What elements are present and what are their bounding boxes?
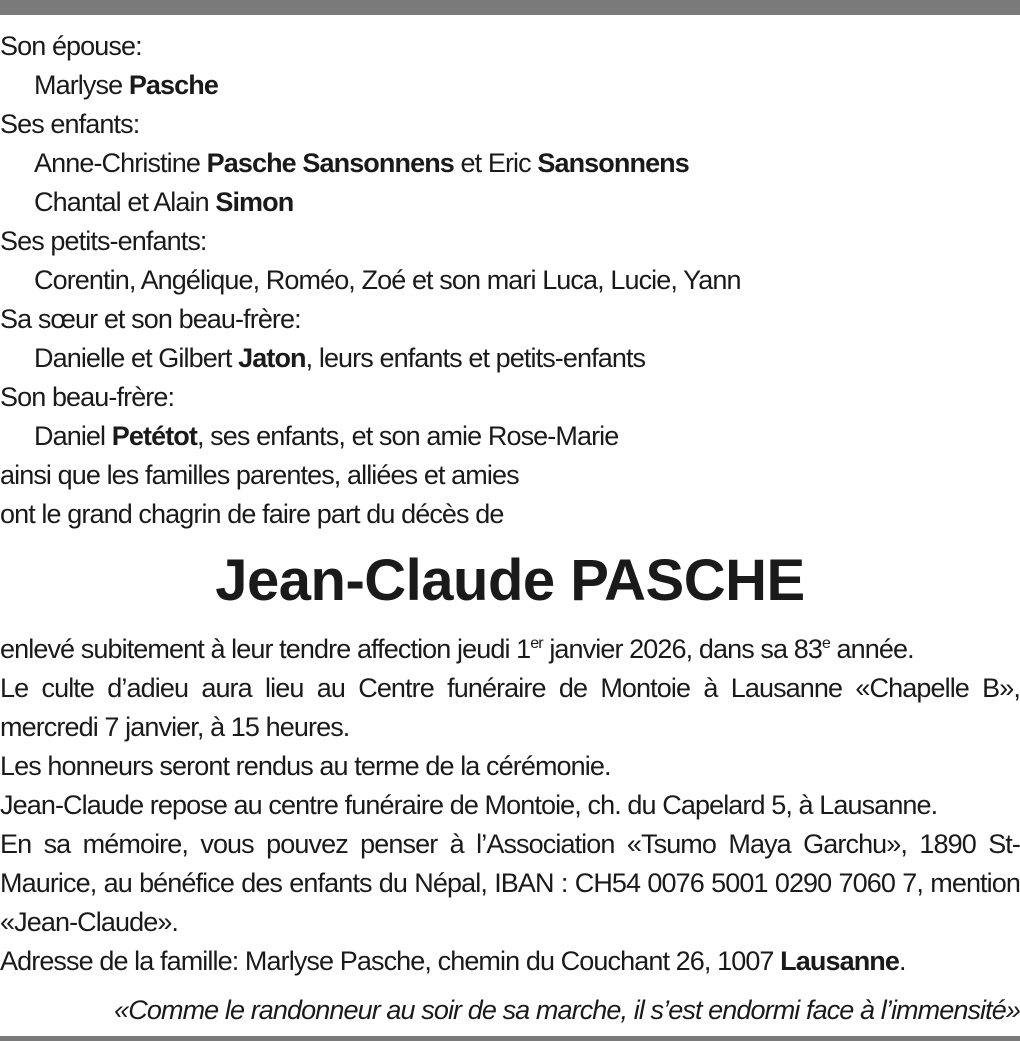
- sister-heading: Sa sœur et son beau-frère:: [0, 304, 301, 334]
- spouse-surname: Pasche: [128, 70, 218, 100]
- closing-line-2: ont le grand chagrin de faire part du décès de: [0, 499, 504, 529]
- grandchildren-heading: Ses petits-enfants:: [0, 226, 207, 256]
- brotherinlaw-heading: Son beau-frère:: [0, 382, 175, 412]
- spouse-line: Marlyse Pasche: [34, 70, 218, 100]
- child-line-1: Anne-Christine Pasche Sansonnens et Eric Sansonnens: [34, 148, 689, 178]
- children-heading: Ses enfants:: [0, 109, 140, 139]
- sister-line: Danielle et Gilbert Jaton, leurs enfants et petits-enfants: [34, 343, 646, 373]
- obituary-notice: [0, 27, 1020, 1030]
- brotherinlaw-line: Daniel Petétot, ses enfants, et son amie Rose-Marie: [34, 421, 619, 451]
- honours-info: Les honneurs seront rendus au terme de la cérémonie.: [0, 751, 611, 781]
- brotherinlaw-surname: Petétot: [111, 421, 197, 451]
- child1-surname: Pasche Sansonnens: [206, 148, 454, 178]
- grandchildren-line: Corentin, Angélique, Roméo, Zoé et son mari Luca, Lucie, Yann: [34, 265, 741, 295]
- child1-partner-surname: Sansonnens: [537, 148, 689, 178]
- family-address: Adresse de la famille: Marlyse Pasche, chemin du Couchant 26, 1007 Lausanne.: [0, 946, 906, 976]
- spouse-heading: Son épouse:: [0, 31, 142, 61]
- rest-location: Jean-Claude repose au centre funéraire de Montoie, ch. du Capelard 5, à Lausanne.: [0, 790, 938, 820]
- closing-line-1: ainsi que les familles parentes, alliées et amies: [0, 460, 519, 490]
- death-announcement: enlevé subitement à leur tendre affection jeudi 1er janvier 2026, dans sa 83e année.: [0, 634, 914, 664]
- donation-info: En sa mémoire, vous pouvez penser à l’Association «Tsumo Maya Garchu», 1890 St-Maurice, au bénéfice des enfants du Népal, IBAN : CH54 0076 5001 0290 7060 7, mention «Jean-Claude».: [0, 829, 1020, 937]
- bottom-rule: [0, 1036, 1020, 1041]
- child-line-2: Chantal et Alain Simon: [34, 187, 294, 217]
- ceremony-info: Le culte d’adieu aura lieu au Centre funéraire de Montoie à Lausanne «Chapelle B», mercredi 7 janvier, à 15 heures.: [0, 673, 1020, 742]
- address-city: Lausanne: [780, 946, 899, 976]
- child2-surname: Simon: [215, 187, 294, 217]
- closing-quote: «Comme le randonneur au soir de sa marche, il s’est endormi face à l’immensité»: [114, 995, 1020, 1025]
- deceased-name: Jean-Claude PASCHE: [215, 548, 805, 613]
- top-rule: [0, 0, 1020, 15]
- sister-surname: Jaton: [238, 343, 306, 373]
